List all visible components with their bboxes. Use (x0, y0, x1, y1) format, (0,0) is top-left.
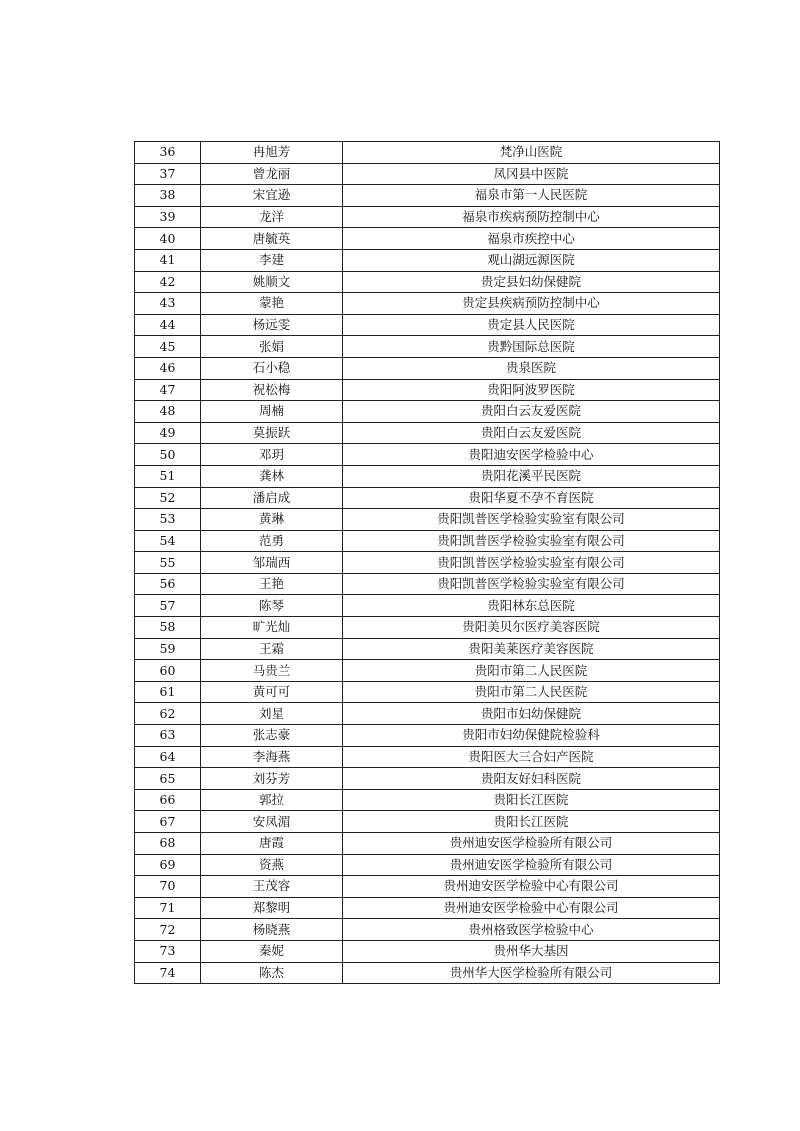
row-number-cell: 74 (135, 962, 201, 984)
row-number-cell: 66 (135, 789, 201, 811)
person-name-cell: 王霜 (201, 638, 343, 660)
table-row (135, 595, 720, 617)
person-name-cell: 周楠 (201, 401, 343, 423)
table-row (135, 897, 720, 919)
person-name-cell: 曾龙丽 (201, 163, 343, 185)
organization-cell: 贵阳长江医院 (343, 811, 720, 833)
organization-cell: 贵定县妇幼保健院 (343, 271, 720, 293)
person-name-cell: 唐毓英 (201, 228, 343, 250)
person-name-cell: 李建 (201, 249, 343, 271)
table-row (135, 746, 720, 768)
person-name-cell: 刘芬芳 (201, 768, 343, 790)
row-number-cell: 58 (135, 617, 201, 639)
person-name-cell: 黄可可 (201, 681, 343, 703)
row-number-cell: 44 (135, 314, 201, 336)
organization-cell: 贵阳华夏不孕不育医院 (343, 487, 720, 509)
table-row (135, 681, 720, 703)
table-row (135, 833, 720, 855)
organization-cell: 贵阳白云友爱医院 (343, 422, 720, 444)
table-row (135, 660, 720, 682)
row-number-cell: 60 (135, 660, 201, 682)
organization-cell: 贵阳凯普医学检验实验室有限公司 (343, 573, 720, 595)
organization-cell: 凤冈县中医院 (343, 163, 720, 185)
roster-table-body (135, 142, 720, 984)
table-row (135, 811, 720, 833)
person-name-cell: 邓玥 (201, 444, 343, 466)
row-number-cell: 39 (135, 206, 201, 228)
organization-cell: 贵阳医大三合妇产医院 (343, 746, 720, 768)
person-name-cell: 祝松梅 (201, 379, 343, 401)
organization-cell: 贵州华大医学检验所有限公司 (343, 962, 720, 984)
table-row (135, 552, 720, 574)
organization-cell: 观山湖远源医院 (343, 249, 720, 271)
organization-cell: 贵阳市第二人民医院 (343, 660, 720, 682)
organization-cell: 福泉市疾病预防控制中心 (343, 206, 720, 228)
row-number-cell: 43 (135, 293, 201, 315)
organization-cell: 贵泉医院 (343, 357, 720, 379)
organization-cell: 贵阳白云友爱医院 (343, 401, 720, 423)
table-row (135, 228, 720, 250)
row-number-cell: 57 (135, 595, 201, 617)
organization-cell: 贵阳美莱医疗美容医院 (343, 638, 720, 660)
row-number-cell: 45 (135, 336, 201, 358)
row-number-cell: 69 (135, 854, 201, 876)
row-number-cell: 73 (135, 940, 201, 962)
table-row (135, 768, 720, 790)
organization-cell: 贵阳美贝尔医疗美容医院 (343, 617, 720, 639)
organization-cell: 贵阳凯普医学检验实验室有限公司 (343, 530, 720, 552)
table-row (135, 789, 720, 811)
row-number-cell: 41 (135, 249, 201, 271)
person-name-cell: 旷光灿 (201, 617, 343, 639)
table-row (135, 185, 720, 207)
row-number-cell: 50 (135, 444, 201, 466)
table-row (135, 617, 720, 639)
table-row (135, 509, 720, 531)
organization-cell: 贵定县疾病预防控制中心 (343, 293, 720, 315)
row-number-cell: 63 (135, 725, 201, 747)
table-row (135, 876, 720, 898)
table-row (135, 725, 720, 747)
table-row (135, 293, 720, 315)
table-row (135, 573, 720, 595)
table-row (135, 249, 720, 271)
organization-cell: 贵阳花溪平民医院 (343, 465, 720, 487)
person-name-cell: 安凤湄 (201, 811, 343, 833)
person-name-cell: 范勇 (201, 530, 343, 552)
organization-cell: 福泉市第一人民医院 (343, 185, 720, 207)
row-number-cell: 42 (135, 271, 201, 293)
organization-cell: 贵州华大基因 (343, 940, 720, 962)
row-number-cell: 72 (135, 919, 201, 941)
person-name-cell: 郭拉 (201, 789, 343, 811)
row-number-cell: 68 (135, 833, 201, 855)
table-row (135, 163, 720, 185)
row-number-cell: 62 (135, 703, 201, 725)
organization-cell: 福泉市疾控中心 (343, 228, 720, 250)
person-name-cell: 资燕 (201, 854, 343, 876)
table-row (135, 357, 720, 379)
person-name-cell: 冉旭芳 (201, 142, 343, 164)
row-number-cell: 56 (135, 573, 201, 595)
table-row (135, 962, 720, 984)
organization-cell: 梵净山医院 (343, 142, 720, 164)
person-name-cell: 张志豪 (201, 725, 343, 747)
table-row (135, 314, 720, 336)
row-number-cell: 54 (135, 530, 201, 552)
person-name-cell: 王茂容 (201, 876, 343, 898)
organization-cell: 贵黔国际总医院 (343, 336, 720, 358)
row-number-cell: 71 (135, 897, 201, 919)
row-number-cell: 49 (135, 422, 201, 444)
person-name-cell: 张娟 (201, 336, 343, 358)
row-number-cell: 61 (135, 681, 201, 703)
person-name-cell: 刘星 (201, 703, 343, 725)
table-row (135, 336, 720, 358)
person-name-cell: 李海燕 (201, 746, 343, 768)
table-row (135, 444, 720, 466)
table-row (135, 919, 720, 941)
row-number-cell: 55 (135, 552, 201, 574)
row-number-cell: 51 (135, 465, 201, 487)
organization-cell: 贵阳林东总医院 (343, 595, 720, 617)
person-name-cell: 杨远雯 (201, 314, 343, 336)
person-name-cell: 龚林 (201, 465, 343, 487)
person-name-cell: 蒙艳 (201, 293, 343, 315)
organization-cell: 贵阳市第二人民医院 (343, 681, 720, 703)
table-row (135, 465, 720, 487)
person-name-cell: 郑黎明 (201, 897, 343, 919)
row-number-cell: 47 (135, 379, 201, 401)
person-name-cell: 杨晓燕 (201, 919, 343, 941)
organization-cell: 贵阳迪安医学检验中心 (343, 444, 720, 466)
person-name-cell: 莫振跃 (201, 422, 343, 444)
organization-cell: 贵州迪安医学检验所有限公司 (343, 833, 720, 855)
organization-cell: 贵州迪安医学检验所有限公司 (343, 854, 720, 876)
table-row (135, 379, 720, 401)
row-number-cell: 70 (135, 876, 201, 898)
table-row (135, 854, 720, 876)
person-name-cell: 黄琳 (201, 509, 343, 531)
organization-cell: 贵州迪安医学检验中心有限公司 (343, 897, 720, 919)
organization-cell: 贵阳友好妇科医院 (343, 768, 720, 790)
person-name-cell: 石小稳 (201, 357, 343, 379)
table-row (135, 940, 720, 962)
organization-cell: 贵阳市妇幼保健院 (343, 703, 720, 725)
row-number-cell: 48 (135, 401, 201, 423)
table-row (135, 422, 720, 444)
person-name-cell: 陈杰 (201, 962, 343, 984)
table-row (135, 271, 720, 293)
person-name-cell: 陈琴 (201, 595, 343, 617)
person-name-cell: 潘启成 (201, 487, 343, 509)
organization-cell: 贵定县人民医院 (343, 314, 720, 336)
table-row (135, 703, 720, 725)
row-number-cell: 38 (135, 185, 201, 207)
person-name-cell: 马贵兰 (201, 660, 343, 682)
person-name-cell: 王艳 (201, 573, 343, 595)
row-number-cell: 64 (135, 746, 201, 768)
roster-table (134, 141, 720, 984)
row-number-cell: 37 (135, 163, 201, 185)
row-number-cell: 53 (135, 509, 201, 531)
table-row (135, 638, 720, 660)
row-number-cell: 59 (135, 638, 201, 660)
person-name-cell: 龙洋 (201, 206, 343, 228)
person-name-cell: 宋宜逊 (201, 185, 343, 207)
person-name-cell: 邹瑞西 (201, 552, 343, 574)
row-number-cell: 36 (135, 142, 201, 164)
row-number-cell: 67 (135, 811, 201, 833)
table-row (135, 401, 720, 423)
row-number-cell: 65 (135, 768, 201, 790)
person-name-cell: 唐霞 (201, 833, 343, 855)
table-row (135, 206, 720, 228)
organization-cell: 贵阳市妇幼保健院检验科 (343, 725, 720, 747)
organization-cell: 贵阳凯普医学检验实验室有限公司 (343, 509, 720, 531)
organization-cell: 贵州迪安医学检验中心有限公司 (343, 876, 720, 898)
person-name-cell: 秦妮 (201, 940, 343, 962)
person-name-cell: 姚顺文 (201, 271, 343, 293)
organization-cell: 贵阳长江医院 (343, 789, 720, 811)
table-row (135, 530, 720, 552)
organization-cell: 贵阳凯普医学检验实验室有限公司 (343, 552, 720, 574)
organization-cell: 贵阳阿波罗医院 (343, 379, 720, 401)
row-number-cell: 40 (135, 228, 201, 250)
organization-cell: 贵州格致医学检验中心 (343, 919, 720, 941)
row-number-cell: 46 (135, 357, 201, 379)
table-row (135, 487, 720, 509)
row-number-cell: 52 (135, 487, 201, 509)
table-row (135, 142, 720, 164)
